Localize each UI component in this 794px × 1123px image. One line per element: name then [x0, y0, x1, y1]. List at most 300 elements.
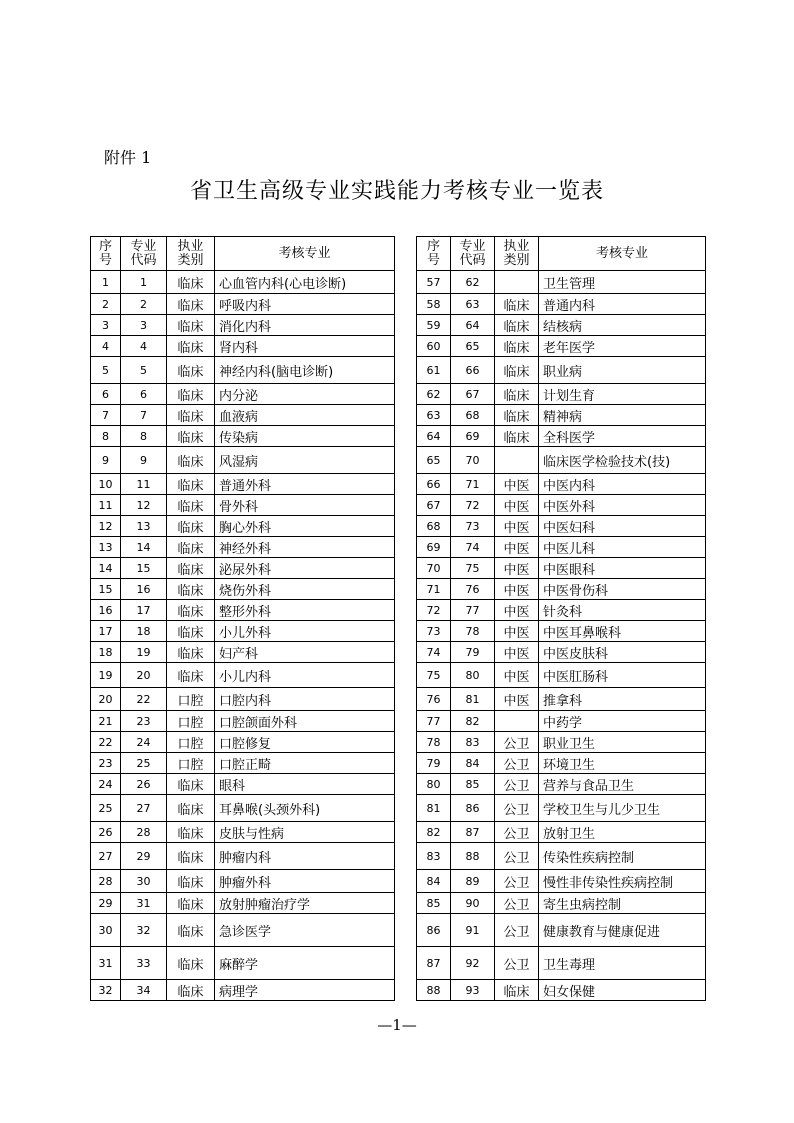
row-major: 慢性非传染性疾病控制: [539, 870, 706, 893]
row-code: 65: [451, 336, 495, 357]
row-category: [495, 447, 539, 474]
row-seq: 21: [91, 711, 121, 732]
table-row: [91, 405, 395, 426]
table-header-row: [417, 237, 706, 271]
row-seq: 63: [417, 405, 451, 426]
row-category: 临床: [495, 384, 539, 405]
table-row: [91, 642, 395, 663]
row-seq: 14: [91, 558, 121, 579]
row-category: 中医: [495, 663, 539, 688]
row-category: 临床: [167, 914, 215, 947]
row-category: 临床: [167, 405, 215, 426]
table-row: [91, 558, 395, 579]
table-row: [91, 447, 395, 474]
table-row: [417, 843, 706, 870]
row-major: 口腔修复: [215, 732, 395, 753]
row-seq: 18: [91, 642, 121, 663]
row-seq: 7: [91, 405, 121, 426]
row-major: 心血管内科(心电诊断): [215, 271, 395, 294]
row-code: 20: [121, 663, 167, 688]
row-major: 精神病: [539, 405, 706, 426]
header-code: 专业代码: [121, 237, 167, 271]
table-row: [91, 516, 395, 537]
row-seq: 57: [417, 271, 451, 294]
row-major: 中医骨伤科: [539, 579, 706, 600]
row-code: 4: [121, 336, 167, 357]
table-row: [417, 795, 706, 822]
row-seq: 60: [417, 336, 451, 357]
row-code: 66: [451, 357, 495, 384]
row-category: 中医: [495, 642, 539, 663]
row-major: 放射卫生: [539, 822, 706, 843]
row-seq: 67: [417, 495, 451, 516]
row-category: 临床: [167, 579, 215, 600]
row-major: 寄生虫病控制: [539, 893, 706, 914]
row-code: 72: [451, 495, 495, 516]
row-seq: 31: [91, 947, 121, 980]
table-row: [91, 893, 395, 914]
row-code: 13: [121, 516, 167, 537]
table-row: [417, 642, 706, 663]
row-seq: 27: [91, 843, 121, 870]
table-row: [417, 357, 706, 384]
row-seq: 64: [417, 426, 451, 447]
row-category: 中医: [495, 621, 539, 642]
row-category: 中医: [495, 516, 539, 537]
table-row: [91, 822, 395, 843]
row-category: 临床: [167, 426, 215, 447]
table-row: [417, 753, 706, 774]
header-category: 执业类别: [167, 237, 215, 271]
row-major: 中医妇科: [539, 516, 706, 537]
row-category: 临床: [167, 893, 215, 914]
row-code: 69: [451, 426, 495, 447]
table-header-row: [91, 237, 395, 271]
row-seq: 75: [417, 663, 451, 688]
row-code: 71: [451, 474, 495, 495]
header-code: 专业代码: [451, 237, 495, 271]
row-code: 84: [451, 753, 495, 774]
row-seq: 79: [417, 753, 451, 774]
table-row: [417, 774, 706, 795]
row-major: 内分泌: [215, 384, 395, 405]
row-major: 临床医学检验技术(技): [539, 447, 706, 474]
row-code: 30: [121, 870, 167, 893]
row-seq: 81: [417, 795, 451, 822]
row-major: 中医眼科: [539, 558, 706, 579]
row-code: 93: [451, 980, 495, 1001]
row-major: 学校卫生与儿少卫生: [539, 795, 706, 822]
row-code: 8: [121, 426, 167, 447]
row-category: 临床: [167, 516, 215, 537]
row-seq: 3: [91, 315, 121, 336]
row-category: 临床: [167, 474, 215, 495]
row-code: 74: [451, 537, 495, 558]
row-code: 73: [451, 516, 495, 537]
table-row: [417, 516, 706, 537]
row-major: 眼科: [215, 774, 395, 795]
row-category: 临床: [167, 315, 215, 336]
row-code: 28: [121, 822, 167, 843]
row-seq: 6: [91, 384, 121, 405]
row-code: 81: [451, 688, 495, 711]
row-code: 2: [121, 294, 167, 315]
table-row: [91, 426, 395, 447]
row-major: 急诊医学: [215, 914, 395, 947]
row-major: 神经外科: [215, 537, 395, 558]
table-row: [417, 447, 706, 474]
table-row: [417, 732, 706, 753]
row-code: 80: [451, 663, 495, 688]
row-seq: 65: [417, 447, 451, 474]
row-seq: 9: [91, 447, 121, 474]
row-category: 临床: [167, 663, 215, 688]
row-category: 临床: [495, 426, 539, 447]
row-major: 麻醉学: [215, 947, 395, 980]
row-seq: 17: [91, 621, 121, 642]
row-seq: 70: [417, 558, 451, 579]
table-row: [91, 579, 395, 600]
row-seq: 85: [417, 893, 451, 914]
row-major: 整形外科: [215, 600, 395, 621]
table-row: [91, 795, 395, 822]
row-code: 31: [121, 893, 167, 914]
row-seq: 84: [417, 870, 451, 893]
row-major: 营养与食品卫生: [539, 774, 706, 795]
row-seq: 83: [417, 843, 451, 870]
table-row: [91, 621, 395, 642]
row-code: 19: [121, 642, 167, 663]
row-category: 临床: [167, 558, 215, 579]
table-row: [417, 711, 706, 732]
row-code: 22: [121, 688, 167, 711]
row-category: 临床: [167, 980, 215, 1001]
row-seq: 88: [417, 980, 451, 1001]
row-major: 结核病: [539, 315, 706, 336]
row-code: 90: [451, 893, 495, 914]
row-category: 临床: [167, 774, 215, 795]
row-category: 公卫: [495, 843, 539, 870]
row-major: 神经内科(脑电诊断): [215, 357, 395, 384]
row-seq: 20: [91, 688, 121, 711]
row-major: 肿瘤内科: [215, 843, 395, 870]
row-category: 临床: [167, 600, 215, 621]
row-seq: 5: [91, 357, 121, 384]
row-category: 临床: [167, 642, 215, 663]
row-seq: 29: [91, 893, 121, 914]
row-code: 86: [451, 795, 495, 822]
row-seq: 87: [417, 947, 451, 980]
table-row: [91, 474, 395, 495]
row-category: 口腔: [167, 732, 215, 753]
row-code: 70: [451, 447, 495, 474]
row-major: 口腔正畸: [215, 753, 395, 774]
row-code: 29: [121, 843, 167, 870]
attachment-label: 附件 1: [104, 148, 152, 167]
row-code: 92: [451, 947, 495, 980]
row-major: 泌尿外科: [215, 558, 395, 579]
row-seq: 30: [91, 914, 121, 947]
row-category: 临床: [167, 795, 215, 822]
row-code: 3: [121, 315, 167, 336]
row-code: 34: [121, 980, 167, 1001]
table-row: [91, 843, 395, 870]
row-major: 皮肤与性病: [215, 822, 395, 843]
table-row: [417, 663, 706, 688]
row-code: 5: [121, 357, 167, 384]
table-row: [417, 384, 706, 405]
row-major: 小儿内科: [215, 663, 395, 688]
row-seq: 86: [417, 914, 451, 947]
row-seq: 66: [417, 474, 451, 495]
header-seq: 序号: [91, 237, 121, 271]
row-major: 中药学: [539, 711, 706, 732]
row-major: 妇产科: [215, 642, 395, 663]
row-category: 临床: [167, 495, 215, 516]
row-code: 23: [121, 711, 167, 732]
row-seq: 8: [91, 426, 121, 447]
row-category: 公卫: [495, 914, 539, 947]
row-category: 中医: [495, 558, 539, 579]
table-row: [417, 271, 706, 294]
row-code: 18: [121, 621, 167, 642]
table-row: [417, 947, 706, 980]
row-code: 62: [451, 271, 495, 294]
header-category: 执业类别: [495, 237, 539, 271]
row-major: 口腔颌面外科: [215, 711, 395, 732]
row-category: 临床: [495, 357, 539, 384]
row-major: 肿瘤外科: [215, 870, 395, 893]
row-seq: 15: [91, 579, 121, 600]
table-row: [91, 663, 395, 688]
row-major: 小儿外科: [215, 621, 395, 642]
row-seq: 11: [91, 495, 121, 516]
row-code: 14: [121, 537, 167, 558]
header-major: 考核专业: [215, 237, 395, 271]
table-row: [91, 271, 395, 294]
row-code: 33: [121, 947, 167, 980]
row-code: 67: [451, 384, 495, 405]
row-category: 临床: [167, 336, 215, 357]
row-seq: 10: [91, 474, 121, 495]
row-major: 消化内科: [215, 315, 395, 336]
row-major: 呼吸内科: [215, 294, 395, 315]
row-code: 68: [451, 405, 495, 426]
row-code: 27: [121, 795, 167, 822]
row-seq: 76: [417, 688, 451, 711]
row-major: 骨外科: [215, 495, 395, 516]
header-seq: 序号: [417, 237, 451, 271]
row-code: 16: [121, 579, 167, 600]
row-seq: 62: [417, 384, 451, 405]
row-major: 中医皮肤科: [539, 642, 706, 663]
row-major: 针灸科: [539, 600, 706, 621]
row-code: 6: [121, 384, 167, 405]
row-code: 77: [451, 600, 495, 621]
row-code: 88: [451, 843, 495, 870]
row-seq: 1: [91, 271, 121, 294]
row-major: 传染性疾病控制: [539, 843, 706, 870]
row-code: 24: [121, 732, 167, 753]
table-row: [91, 495, 395, 516]
row-seq: 59: [417, 315, 451, 336]
table-row: [91, 947, 395, 980]
table-row: [91, 336, 395, 357]
row-category: 临床: [495, 315, 539, 336]
row-category: 临床: [495, 294, 539, 315]
row-seq: 73: [417, 621, 451, 642]
row-code: 9: [121, 447, 167, 474]
row-seq: 19: [91, 663, 121, 688]
row-category: 中医: [495, 688, 539, 711]
row-code: 79: [451, 642, 495, 663]
row-seq: 58: [417, 294, 451, 315]
row-major: 职业病: [539, 357, 706, 384]
row-code: 17: [121, 600, 167, 621]
row-major: 病理学: [215, 980, 395, 1001]
table-row: [417, 600, 706, 621]
row-category: 临床: [167, 843, 215, 870]
table-row: [91, 315, 395, 336]
row-major: 普通内科: [539, 294, 706, 315]
row-seq: 28: [91, 870, 121, 893]
table-row: [91, 753, 395, 774]
row-code: 91: [451, 914, 495, 947]
table-row: [91, 384, 395, 405]
row-code: 76: [451, 579, 495, 600]
row-major: 计划生育: [539, 384, 706, 405]
table-row: [417, 474, 706, 495]
table-row: [417, 495, 706, 516]
row-seq: 80: [417, 774, 451, 795]
row-category: 公卫: [495, 893, 539, 914]
row-category: [495, 271, 539, 294]
table-row: [417, 688, 706, 711]
row-seq: 23: [91, 753, 121, 774]
row-category: 公卫: [495, 774, 539, 795]
row-category: 临床: [495, 336, 539, 357]
row-seq: 24: [91, 774, 121, 795]
row-category: 临床: [167, 870, 215, 893]
header-major: 考核专业: [539, 237, 706, 271]
row-seq: 2: [91, 294, 121, 315]
row-major: 传染病: [215, 426, 395, 447]
table-row: [417, 914, 706, 947]
row-code: 11: [121, 474, 167, 495]
row-seq: 22: [91, 732, 121, 753]
row-major: 推拿科: [539, 688, 706, 711]
table-row: [417, 822, 706, 843]
row-major: 中医耳鼻喉科: [539, 621, 706, 642]
row-category: 临床: [167, 947, 215, 980]
table-row: [91, 870, 395, 893]
row-seq: 12: [91, 516, 121, 537]
row-seq: 74: [417, 642, 451, 663]
row-seq: 82: [417, 822, 451, 843]
row-category: 临床: [495, 980, 539, 1001]
row-major: 职业卫生: [539, 732, 706, 753]
row-major: 中医肛肠科: [539, 663, 706, 688]
row-seq: 16: [91, 600, 121, 621]
row-major: 中医儿科: [539, 537, 706, 558]
row-code: 12: [121, 495, 167, 516]
table-row: [91, 357, 395, 384]
page-title: 省卫生高级专业实践能力考核专业一览表: [189, 179, 604, 204]
row-code: 89: [451, 870, 495, 893]
row-major: 中医外科: [539, 495, 706, 516]
row-category: 中医: [495, 474, 539, 495]
row-major: 烧伤外科: [215, 579, 395, 600]
row-major: 健康教育与健康促进: [539, 914, 706, 947]
row-code: 15: [121, 558, 167, 579]
row-category: 公卫: [495, 870, 539, 893]
table-row: [417, 621, 706, 642]
row-major: 卫生管理: [539, 271, 706, 294]
row-category: 公卫: [495, 753, 539, 774]
row-seq: 78: [417, 732, 451, 753]
row-category: 公卫: [495, 732, 539, 753]
table-row: [91, 732, 395, 753]
row-major: 肾内科: [215, 336, 395, 357]
row-code: 64: [451, 315, 495, 336]
row-category: 中医: [495, 600, 539, 621]
row-major: 血液病: [215, 405, 395, 426]
row-category: 临床: [167, 537, 215, 558]
row-code: 7: [121, 405, 167, 426]
row-code: 85: [451, 774, 495, 795]
row-major: 耳鼻喉(头颈外科): [215, 795, 395, 822]
row-seq: 26: [91, 822, 121, 843]
row-category: 口腔: [167, 711, 215, 732]
row-seq: 61: [417, 357, 451, 384]
table-row: [91, 774, 395, 795]
row-major: 老年医学: [539, 336, 706, 357]
row-code: 75: [451, 558, 495, 579]
specialty-table-left: [90, 236, 395, 1001]
row-seq: 71: [417, 579, 451, 600]
row-category: 口腔: [167, 688, 215, 711]
table-row: [417, 558, 706, 579]
row-major: 环境卫生: [539, 753, 706, 774]
page-number: —1—: [377, 1016, 417, 1034]
row-major: 中医内科: [539, 474, 706, 495]
row-major: 风湿病: [215, 447, 395, 474]
row-code: 26: [121, 774, 167, 795]
table-row: [417, 336, 706, 357]
row-category: 公卫: [495, 795, 539, 822]
row-seq: 68: [417, 516, 451, 537]
row-code: 87: [451, 822, 495, 843]
table-row: [417, 893, 706, 914]
row-major: 全科医学: [539, 426, 706, 447]
row-category: [495, 711, 539, 732]
row-category: 临床: [167, 294, 215, 315]
specialty-table-right: [416, 236, 706, 1001]
row-category: 临床: [167, 621, 215, 642]
row-seq: 72: [417, 600, 451, 621]
row-seq: 77: [417, 711, 451, 732]
table-row: [417, 315, 706, 336]
row-category: 临床: [167, 271, 215, 294]
row-seq: 13: [91, 537, 121, 558]
row-category: 中医: [495, 495, 539, 516]
row-category: 临床: [167, 384, 215, 405]
table-row: [417, 870, 706, 893]
table-row: [91, 294, 395, 315]
row-code: 1: [121, 271, 167, 294]
row-major: 口腔内科: [215, 688, 395, 711]
row-code: 63: [451, 294, 495, 315]
